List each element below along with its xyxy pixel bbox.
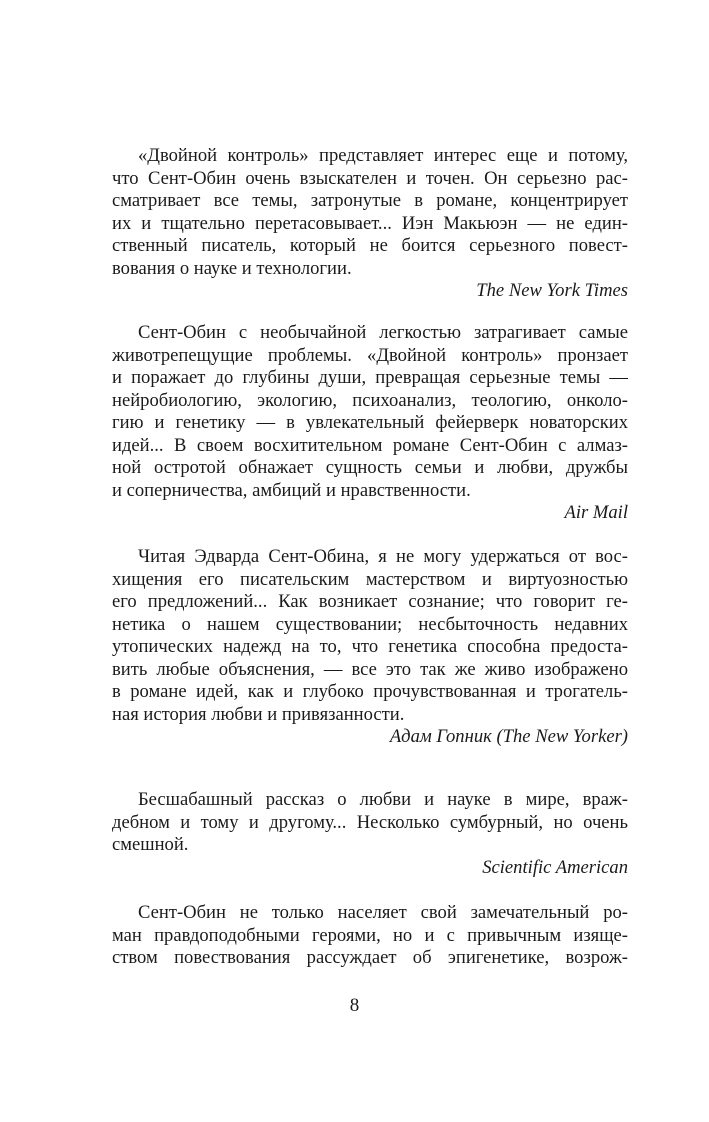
review-line: нетика о нашем существовании; несбыточность недавних [112,613,628,635]
review-source: Air Mail [564,502,628,523]
review-line: сматривает все темы, затронутые в романе, концентрирует [112,190,628,211]
review-line: вить любые объяснения, — все это так же живо изображено [112,658,628,680]
review-line: «Двойной контроль» представляет интерес еще и потому, [138,145,628,166]
review-line: их и тщательно перетасовывает... Иэн Макьюэн — не един- [112,212,628,234]
review-line: смешной. [112,834,189,855]
review-new-york-times [112,145,628,303]
review-line: ман правдоподобными героями, но и с привычным изяще- [112,924,628,946]
review-line: его предложений... Как возникает сознание; что говорит ге- [112,591,628,612]
review-line: вования о науке и технологии. [112,257,352,279]
review-line: ная история любви и привязанности. [112,703,405,725]
review-line: гию и генетику — в увлекательный фейерверк новаторских [112,412,628,433]
review-line: утопических надежд на то, что генетика способна предоста- [112,636,628,657]
review-line: и соперничества, амбиций и нравственности. [112,479,471,501]
review-air-mail [112,322,628,525]
review-line: хищения его писательским мастерством и виртуозностью [112,568,628,590]
review-line: животрепещущие проблемы. «Двойной контроль» пронзает [112,344,628,366]
page-number: 8 [349,995,360,1016]
review-line: Сент-Обин не только населяет свой замечательный ро- [138,902,628,923]
review-source: The New York Times [476,280,628,301]
review-line: идей... В своем восхитительном романе Сент-Обин с алмаз- [112,434,628,456]
review-line: Читая Эдварда Сент-Обина, я не могу удержаться от вос- [138,546,628,567]
review-line: дебном и тому и другому... Несколько сумбурный, но очень [112,811,628,833]
review-line: ством повествования рассуждает об эпигенетике, возрож- [112,947,628,968]
review-source: Адам Гопник (The New Yorker) [389,726,628,747]
review-line: Сент-Обин с необычайной легкостью затрагивает самые [138,322,628,343]
review-line: и поражает до глубины души, превращая серьезные темы — [112,367,628,388]
review-line: что Сент-Обин очень взыскателен и точен. Он серьезно рас- [112,167,628,189]
review-line: Бесшабашный рассказ о любви и науке в мире, враж- [138,789,628,810]
review-scientific-american [112,789,628,879]
review-line: нейробиологию, экологию, психоанализ, теологию, онколо- [112,389,628,411]
review-new-yorker [112,546,628,749]
review-line: в романе идей, как и глубоко прочувствованная и трогатель- [112,681,628,702]
review-source: Scientific American [482,856,628,878]
review-line: ственный писатель, который не боится серьезного повест- [112,235,628,256]
review-continued [112,902,628,970]
review-line: ной остротой обнажает сущность семьи и любви, дружбы [112,457,628,478]
